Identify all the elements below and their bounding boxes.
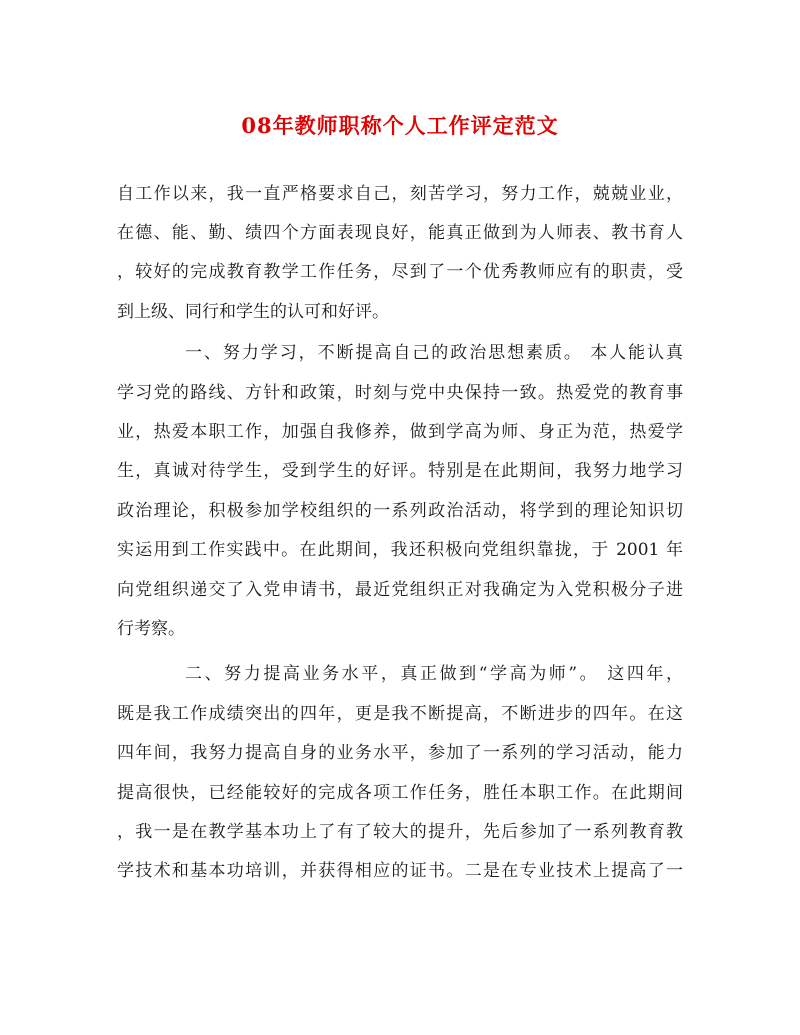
paragraph-line: 向党组织递交了入党申请书，最近党组织正对我确定为入党积极分子进 xyxy=(117,580,683,600)
paragraph-line: 到上级、同行和学生的认可和好评。 xyxy=(117,302,389,322)
paragraph-line: 自工作以来，我一直严格要求自己，刻苦学习，努力工作，兢兢业业， xyxy=(117,184,683,204)
paragraph-line: ，较好的完成教育教学工作任务，尽到了一个优秀教师应有的职责，受 xyxy=(117,262,683,282)
paragraph-line: 政治理论，积极参加学校组织的一系列政治活动，将学到的理论知识切 xyxy=(117,501,683,521)
paragraph-line: 学技术和基本功培训，并获得相应的证书。二是在专业技术上提高了一 xyxy=(117,861,683,881)
paragraph-line: 学习党的路线、方针和政策，时刻与党中央保持一致。热爱党的教育事 xyxy=(117,383,683,403)
paragraph-line: 提高很快，已经能较好的完成各项工作任务，胜任本职工作。在此期间 xyxy=(117,783,683,803)
paragraph-line: ，我一是在教学基本功上了有了较大的提升，先后参加了一系列教育教 xyxy=(117,822,683,842)
paragraph-line: 生，真诚对待学生，受到学生的好评。特别是在此期间，我努力地学习 xyxy=(117,461,683,481)
paragraph-line: 实运用到工作实践中。在此期间，我还积极向党组织靠拢，于 2001 年 xyxy=(117,540,683,560)
document-title: 08年教师职称个人工作评定范文 xyxy=(241,113,559,138)
paragraph-line: 行考察。 xyxy=(117,619,185,639)
paragraph-line: 四年间，我努力提高自身的业务水平，参加了一系列的学习活动，能力 xyxy=(117,743,683,763)
paragraph-line: 既是我工作成绩突出的四年，更是我不断提高，不断进步的四年。在这 xyxy=(117,704,683,724)
paragraph-line: 一、努力学习，不断提高自己的政治思想素质。 本人能认真 xyxy=(185,343,683,363)
paragraph-line: 业，热爱本职工作，加强自我修养，做到学高为师、身正为范，热爱学 xyxy=(117,422,683,442)
paragraph-line: 二、努力提高业务水平，真正做到“学高为师”。 这四年， xyxy=(185,664,683,684)
paragraph-line: 在德、能、勤、绩四个方面表现良好，能真正做到为人师表、教书育人 xyxy=(117,223,683,243)
